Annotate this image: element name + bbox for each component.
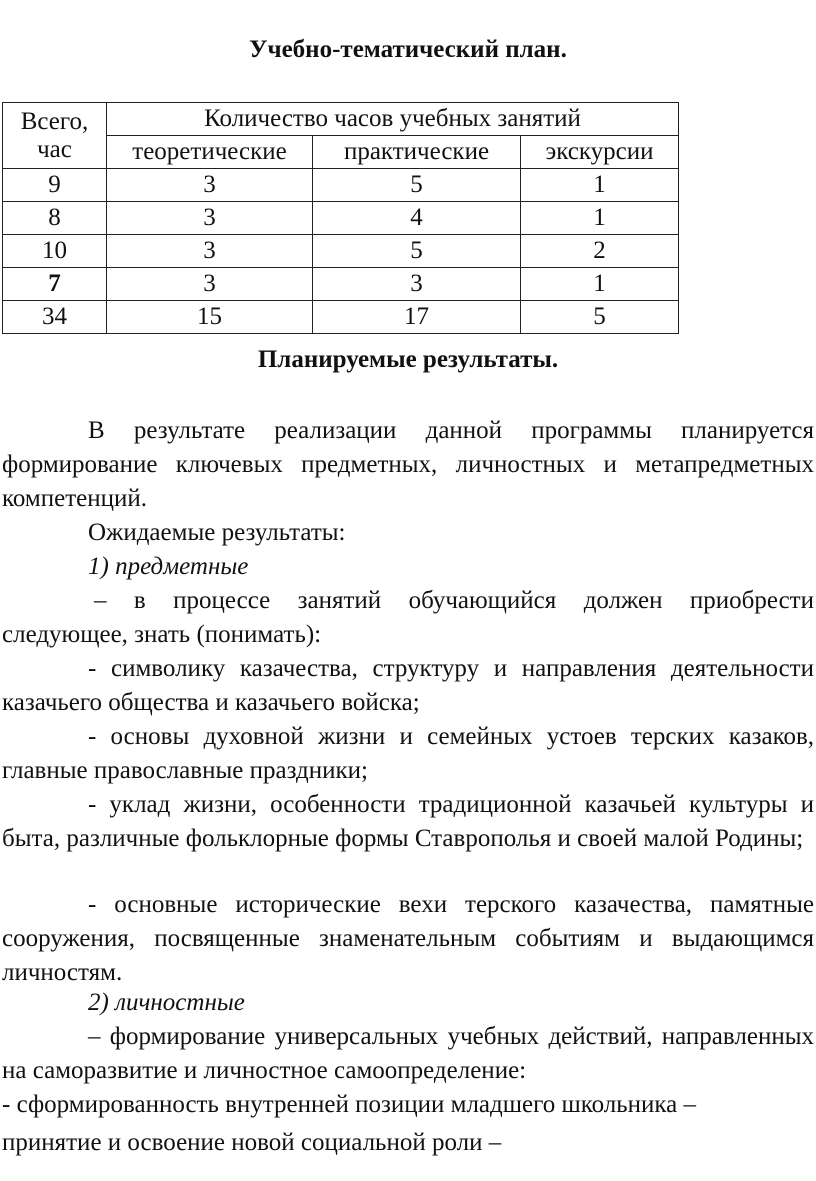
cell-theory: 3 [107, 169, 313, 202]
table-row [3, 235, 679, 268]
cell-practice: 5 [313, 169, 521, 202]
cell-practice: 3 [313, 268, 521, 301]
header-group: Количество часов учебных занятий [107, 103, 679, 136]
subject-heading: 1) предметные [88, 553, 249, 580]
personal-heading: 2) личностные [88, 989, 245, 1016]
table-row [3, 268, 679, 301]
cell-total: 9 [3, 169, 107, 202]
cell-excursions: 5 [521, 301, 679, 334]
header-practice: практические [313, 136, 521, 169]
cell-theory: 3 [107, 268, 313, 301]
personal-item-2: принятие и освоение новой социальной роли – [2, 1129, 502, 1156]
expected-results: Ожидаемые результаты: [88, 519, 346, 546]
table-header-row [3, 103, 679, 136]
cell-total: 7 [3, 268, 107, 301]
table-row [3, 202, 679, 235]
cell-practice: 5 [313, 235, 521, 268]
cell-practice: 4 [313, 202, 521, 235]
subject-item-2: - основы духовной жизни и семейных устоев терских казаков, главные православные праздники; [2, 723, 814, 784]
cell-total: 34 [3, 301, 107, 334]
header-theory: теоретические [107, 136, 313, 169]
header-total: Всего, час [3, 103, 107, 169]
intro-paragraph: В результате реализации данной программы планируется формирование ключевых предметных, личностных и метапредметных компетенций. [2, 417, 814, 512]
cell-excursions: 1 [521, 268, 679, 301]
table-row [3, 169, 679, 202]
subject-item-4: - основные исторические вехи терского казачества, памятные сооружения, посвященные знаменательным событиям и выдающимся личностям. [2, 891, 814, 986]
personal-item-1: - сформированность внутренней позиции младшего школьника – [2, 1091, 697, 1118]
subject-item-3: - уклад жизни, особенности традиционной казачьей культуры и быта, различные фольклорные формы Ставрополья и своей малой Родины; [2, 791, 814, 852]
results-title: Планируемые результаты. [257, 346, 559, 373]
cell-total: 8 [3, 202, 107, 235]
cell-theory: 15 [107, 301, 313, 334]
cell-total: 10 [3, 235, 107, 268]
hours-table [2, 102, 679, 334]
cell-theory: 3 [107, 202, 313, 235]
cell-theory: 3 [107, 235, 313, 268]
cell-excursions: 1 [521, 202, 679, 235]
header-excursions: экскурсии [521, 136, 679, 169]
cell-excursions: 1 [521, 169, 679, 202]
table-row [3, 301, 679, 334]
personal-lead: – формирование универсальных учебных действий, направленных на саморазвитие и личностное самоопределение: [2, 1023, 814, 1084]
cell-excursions: 2 [521, 235, 679, 268]
cell-practice: 17 [313, 301, 521, 334]
subject-lead: – в процессе занятий обучающийся должен приобрести следующее, знать (понимать): [2, 587, 814, 648]
subject-item-1: - символику казачества, структуру и направления деятельности казачьего общества и казачьего войска; [2, 655, 814, 716]
page-title: Учебно-тематический план. [249, 36, 567, 63]
